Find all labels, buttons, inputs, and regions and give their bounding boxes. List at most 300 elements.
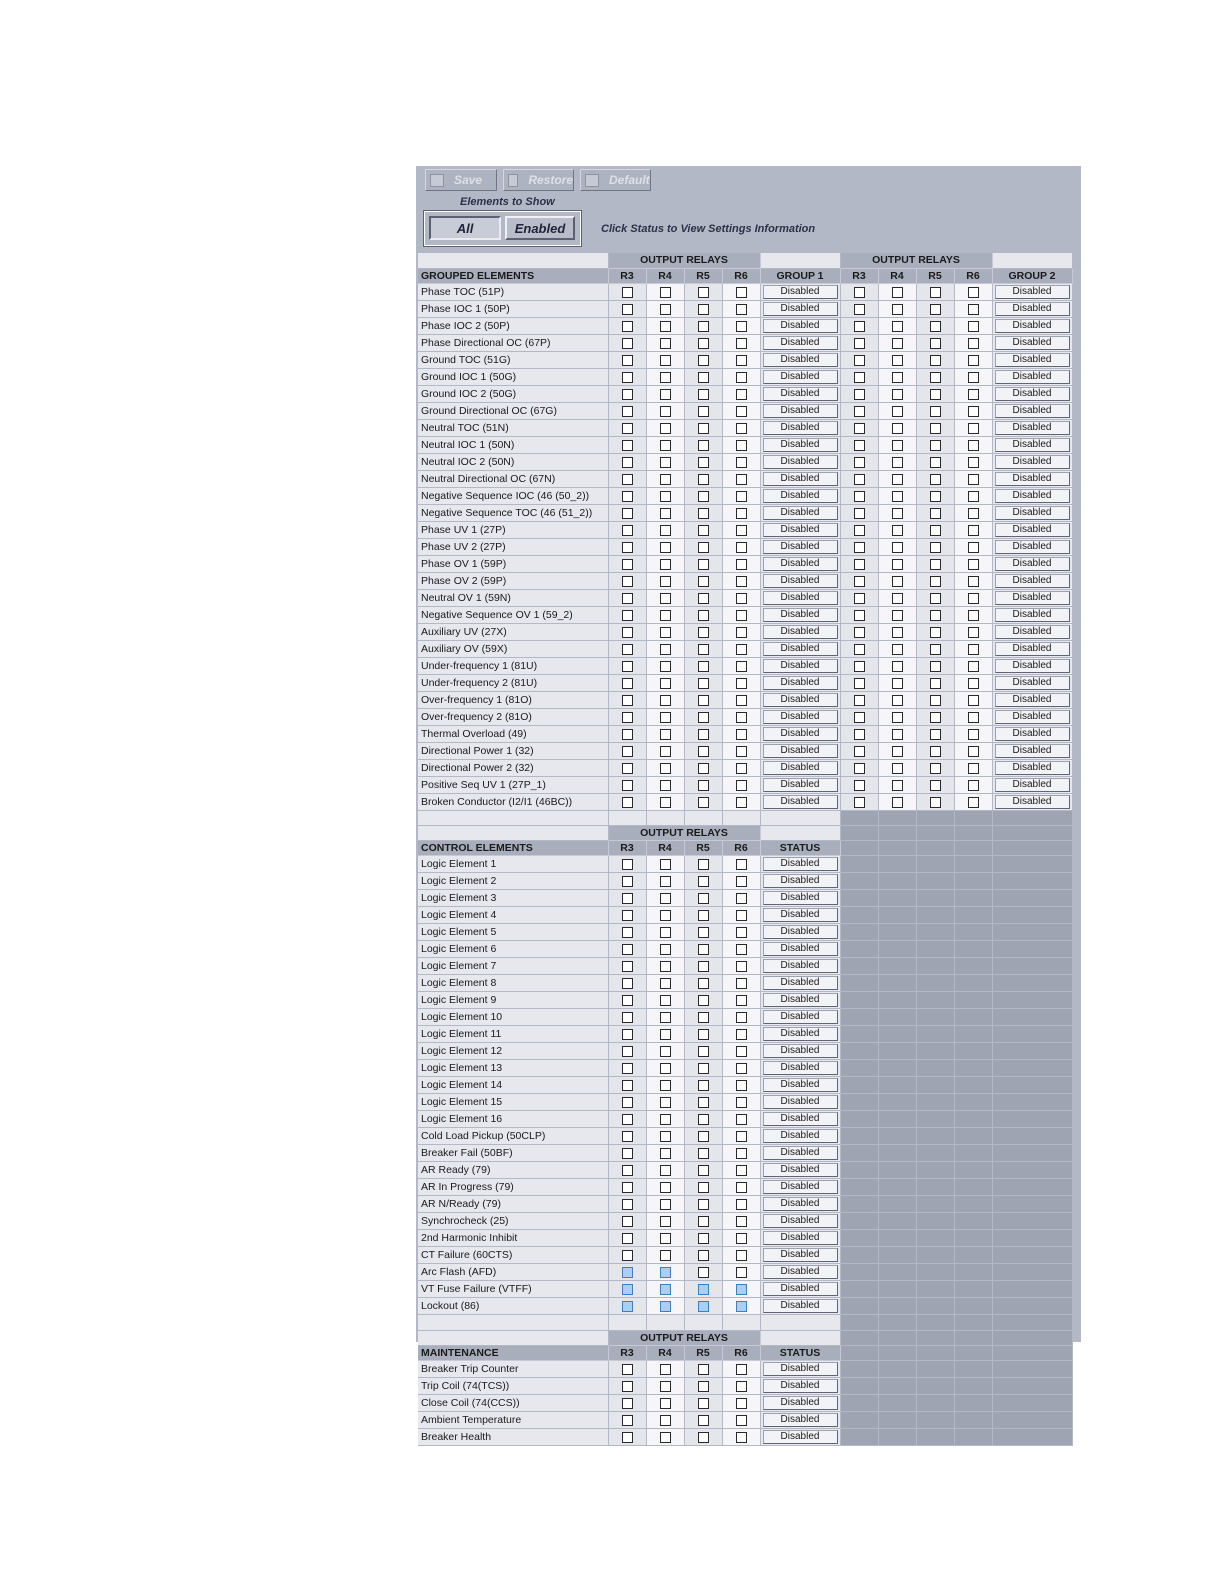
relay-r4-checkbox[interactable]	[892, 372, 903, 383]
relay-r6-checkbox[interactable]	[736, 893, 747, 904]
relay-r4-checkbox[interactable]	[660, 1165, 671, 1176]
relay-r4-checkbox[interactable]	[660, 1046, 671, 1057]
relay-r5-checkbox[interactable]	[698, 961, 709, 972]
relay-r5-checkbox[interactable]	[698, 304, 709, 315]
relay-r6-checkbox[interactable]	[968, 287, 979, 298]
relay-r6-checkbox[interactable]	[736, 1216, 747, 1227]
relay-r6-checkbox[interactable]	[736, 695, 747, 706]
relay-r4-checkbox[interactable]	[892, 508, 903, 519]
relay-r4-checkbox[interactable]	[660, 1415, 671, 1426]
relay-r6-checkbox[interactable]	[736, 678, 747, 689]
relay-r4-checkbox[interactable]	[892, 644, 903, 655]
relay-r5-checkbox[interactable]	[930, 508, 941, 519]
relay-r3-checkbox[interactable]	[854, 746, 865, 757]
relay-r4-checkbox[interactable]	[660, 1148, 671, 1159]
relay-r4-checkbox[interactable]	[892, 440, 903, 451]
relay-r6-checkbox[interactable]	[736, 1301, 747, 1312]
relay-r6-checkbox[interactable]	[736, 859, 747, 870]
relay-r5-checkbox[interactable]	[698, 1415, 709, 1426]
relay-r5-checkbox[interactable]	[698, 644, 709, 655]
relay-r5-checkbox[interactable]	[698, 1097, 709, 1108]
relay-r4-checkbox[interactable]	[660, 491, 671, 502]
relay-r5-checkbox[interactable]	[930, 610, 941, 621]
relay-r5-checkbox[interactable]	[698, 491, 709, 502]
relay-r3-checkbox[interactable]	[854, 576, 865, 587]
relay-r6-checkbox[interactable]	[736, 1029, 747, 1040]
relay-r3-checkbox[interactable]	[622, 927, 633, 938]
relay-r4-checkbox[interactable]	[892, 338, 903, 349]
relay-r6-checkbox[interactable]	[968, 338, 979, 349]
relay-r6-checkbox[interactable]	[968, 542, 979, 553]
relay-r4-checkbox[interactable]	[660, 610, 671, 621]
relay-r4-checkbox[interactable]	[892, 304, 903, 315]
group2-status-button[interactable]: Disabled	[995, 540, 1070, 554]
relay-r4-checkbox[interactable]	[660, 1199, 671, 1210]
relay-r6-checkbox[interactable]	[736, 1364, 747, 1375]
relay-r5-checkbox[interactable]	[698, 1131, 709, 1142]
relay-r3-checkbox[interactable]	[622, 372, 633, 383]
relay-r6-checkbox[interactable]	[968, 355, 979, 366]
relay-r4-checkbox[interactable]	[660, 423, 671, 434]
relay-r4-checkbox[interactable]	[660, 893, 671, 904]
relay-r4-checkbox[interactable]	[660, 780, 671, 791]
relay-r4-checkbox[interactable]	[892, 406, 903, 417]
relay-r3-checkbox[interactable]	[622, 457, 633, 468]
status-button[interactable]: Disabled	[763, 1265, 838, 1279]
relay-r6-checkbox[interactable]	[968, 610, 979, 621]
group1-status-button[interactable]: Disabled	[763, 744, 838, 758]
relay-r4-checkbox[interactable]	[892, 457, 903, 468]
relay-r3-checkbox[interactable]	[854, 797, 865, 808]
relay-r6-checkbox[interactable]	[968, 491, 979, 502]
relay-r3-checkbox[interactable]	[622, 559, 633, 570]
relay-r4-checkbox[interactable]	[892, 389, 903, 400]
status-button[interactable]: Disabled	[763, 891, 838, 905]
relay-r3-checkbox[interactable]	[622, 859, 633, 870]
group1-status-button[interactable]: Disabled	[763, 710, 838, 724]
group1-status-button[interactable]: Disabled	[763, 676, 838, 690]
relay-r5-checkbox[interactable]	[698, 995, 709, 1006]
relay-r5-checkbox[interactable]	[930, 627, 941, 638]
relay-r3-checkbox[interactable]	[622, 389, 633, 400]
relay-r5-checkbox[interactable]	[698, 1284, 709, 1295]
group2-status-button[interactable]: Disabled	[995, 438, 1070, 452]
relay-r4-checkbox[interactable]	[660, 1114, 671, 1125]
group2-status-button[interactable]: Disabled	[995, 506, 1070, 520]
group1-status-button[interactable]: Disabled	[763, 455, 838, 469]
relay-r4-checkbox[interactable]	[660, 1131, 671, 1142]
relay-r5-checkbox[interactable]	[698, 406, 709, 417]
relay-r4-checkbox[interactable]	[660, 440, 671, 451]
status-button[interactable]: Disabled	[763, 1095, 838, 1109]
relay-r4-checkbox[interactable]	[660, 1381, 671, 1392]
relay-r5-checkbox[interactable]	[698, 457, 709, 468]
relay-r3-checkbox[interactable]	[622, 763, 633, 774]
relay-r5-checkbox[interactable]	[698, 1432, 709, 1443]
status-button[interactable]: Disabled	[763, 942, 838, 956]
group1-status-button[interactable]: Disabled	[763, 302, 838, 316]
relay-r4-checkbox[interactable]	[660, 1284, 671, 1295]
relay-r3-checkbox[interactable]	[622, 893, 633, 904]
relay-r3-checkbox[interactable]	[854, 287, 865, 298]
relay-r4-checkbox[interactable]	[660, 406, 671, 417]
relay-r4-checkbox[interactable]	[892, 797, 903, 808]
relay-r6-checkbox[interactable]	[736, 1046, 747, 1057]
group2-status-button[interactable]: Disabled	[995, 336, 1070, 350]
group2-status-button[interactable]: Disabled	[995, 795, 1070, 809]
relay-r3-checkbox[interactable]	[854, 525, 865, 536]
status-button[interactable]: Disabled	[763, 1231, 838, 1245]
group2-status-button[interactable]: Disabled	[995, 659, 1070, 673]
relay-r5-checkbox[interactable]	[698, 542, 709, 553]
relay-r4-checkbox[interactable]	[660, 876, 671, 887]
relay-r6-checkbox[interactable]	[736, 927, 747, 938]
relay-r3-checkbox[interactable]	[854, 678, 865, 689]
group1-status-button[interactable]: Disabled	[763, 540, 838, 554]
status-button[interactable]: Disabled	[763, 1214, 838, 1228]
relay-r3-checkbox[interactable]	[854, 729, 865, 740]
relay-r5-checkbox[interactable]	[930, 389, 941, 400]
relay-r4-checkbox[interactable]	[660, 1267, 671, 1278]
relay-r5-checkbox[interactable]	[698, 338, 709, 349]
relay-r4-checkbox[interactable]	[660, 1182, 671, 1193]
group2-status-button[interactable]: Disabled	[995, 370, 1070, 384]
relay-r5-checkbox[interactable]	[698, 1267, 709, 1278]
relay-r5-checkbox[interactable]	[930, 406, 941, 417]
relay-r3-checkbox[interactable]	[854, 644, 865, 655]
relay-r4-checkbox[interactable]	[660, 1029, 671, 1040]
relay-r5-checkbox[interactable]	[698, 525, 709, 536]
relay-r4-checkbox[interactable]	[660, 525, 671, 536]
relay-r5-checkbox[interactable]	[930, 491, 941, 502]
relay-r3-checkbox[interactable]	[622, 1432, 633, 1443]
relay-r5-checkbox[interactable]	[930, 661, 941, 672]
relay-r4-checkbox[interactable]	[660, 627, 671, 638]
relay-r6-checkbox[interactable]	[968, 389, 979, 400]
relay-r3-checkbox[interactable]	[622, 508, 633, 519]
relay-r6-checkbox[interactable]	[736, 944, 747, 955]
relay-r3-checkbox[interactable]	[622, 1131, 633, 1142]
relay-r4-checkbox[interactable]	[660, 1364, 671, 1375]
group2-status-button[interactable]: Disabled	[995, 353, 1070, 367]
relay-r5-checkbox[interactable]	[698, 859, 709, 870]
relay-r6-checkbox[interactable]	[736, 355, 747, 366]
relay-r3-checkbox[interactable]	[622, 610, 633, 621]
relay-r3-checkbox[interactable]	[622, 627, 633, 638]
relay-r3-checkbox[interactable]	[622, 1216, 633, 1227]
group1-status-button[interactable]: Disabled	[763, 421, 838, 435]
relay-r5-checkbox[interactable]	[930, 746, 941, 757]
relay-r5-checkbox[interactable]	[698, 944, 709, 955]
relay-r4-checkbox[interactable]	[660, 1398, 671, 1409]
relay-r3-checkbox[interactable]	[622, 961, 633, 972]
group1-status-button[interactable]: Disabled	[763, 523, 838, 537]
relay-r4-checkbox[interactable]	[660, 729, 671, 740]
relay-r5-checkbox[interactable]	[698, 372, 709, 383]
relay-r3-checkbox[interactable]	[622, 695, 633, 706]
relay-r6-checkbox[interactable]	[736, 910, 747, 921]
status-button[interactable]: Disabled	[763, 993, 838, 1007]
relay-r6-checkbox[interactable]	[968, 474, 979, 485]
group2-status-button[interactable]: Disabled	[995, 285, 1070, 299]
relay-r4-checkbox[interactable]	[660, 355, 671, 366]
relay-r3-checkbox[interactable]	[622, 780, 633, 791]
relay-r5-checkbox[interactable]	[698, 1114, 709, 1125]
relay-r6-checkbox[interactable]	[968, 729, 979, 740]
relay-r5-checkbox[interactable]	[698, 627, 709, 638]
relay-r5-checkbox[interactable]	[930, 780, 941, 791]
relay-r6-checkbox[interactable]	[736, 1148, 747, 1159]
relay-r4-checkbox[interactable]	[892, 627, 903, 638]
relay-r6-checkbox[interactable]	[736, 559, 747, 570]
relay-r3-checkbox[interactable]	[622, 797, 633, 808]
group1-status-button[interactable]: Disabled	[763, 778, 838, 792]
relay-r3-checkbox[interactable]	[622, 1165, 633, 1176]
group2-status-button[interactable]: Disabled	[995, 489, 1070, 503]
relay-r3-checkbox[interactable]	[622, 1182, 633, 1193]
relay-r5-checkbox[interactable]	[698, 729, 709, 740]
relay-r4-checkbox[interactable]	[660, 593, 671, 604]
relay-r5-checkbox[interactable]	[698, 508, 709, 519]
restore-button[interactable]: Restore	[503, 169, 574, 191]
relay-r4-checkbox[interactable]	[892, 661, 903, 672]
relay-r3-checkbox[interactable]	[854, 440, 865, 451]
relay-r3-checkbox[interactable]	[622, 440, 633, 451]
relay-r6-checkbox[interactable]	[968, 746, 979, 757]
relay-r4-checkbox[interactable]	[660, 508, 671, 519]
relay-r6-checkbox[interactable]	[736, 389, 747, 400]
relay-r6-checkbox[interactable]	[736, 406, 747, 417]
relay-r3-checkbox[interactable]	[622, 576, 633, 587]
relay-r5-checkbox[interactable]	[698, 927, 709, 938]
relay-r5-checkbox[interactable]	[698, 1301, 709, 1312]
relay-r4-checkbox[interactable]	[892, 678, 903, 689]
group1-status-button[interactable]: Disabled	[763, 472, 838, 486]
relay-r4-checkbox[interactable]	[660, 695, 671, 706]
relay-r5-checkbox[interactable]	[930, 542, 941, 553]
relay-r3-checkbox[interactable]	[854, 712, 865, 723]
relay-r4-checkbox[interactable]	[892, 780, 903, 791]
relay-r5-checkbox[interactable]	[930, 355, 941, 366]
relay-r6-checkbox[interactable]	[968, 372, 979, 383]
relay-r5-checkbox[interactable]	[930, 678, 941, 689]
relay-r3-checkbox[interactable]	[622, 423, 633, 434]
relay-r3-checkbox[interactable]	[622, 1398, 633, 1409]
relay-r4-checkbox[interactable]	[660, 1233, 671, 1244]
group1-status-button[interactable]: Disabled	[763, 353, 838, 367]
relay-r6-checkbox[interactable]	[736, 542, 747, 553]
relay-r4-checkbox[interactable]	[660, 1080, 671, 1091]
relay-r6-checkbox[interactable]	[736, 1267, 747, 1278]
relay-r5-checkbox[interactable]	[698, 1199, 709, 1210]
status-button[interactable]: Disabled	[763, 1299, 838, 1313]
default-button[interactable]: Default	[580, 169, 651, 191]
relay-r3-checkbox[interactable]	[622, 1284, 633, 1295]
relay-r6-checkbox[interactable]	[736, 797, 747, 808]
group2-status-button[interactable]: Disabled	[995, 727, 1070, 741]
group1-status-button[interactable]: Disabled	[763, 370, 838, 384]
relay-r6-checkbox[interactable]	[736, 1381, 747, 1392]
relay-r4-checkbox[interactable]	[660, 910, 671, 921]
relay-r6-checkbox[interactable]	[736, 610, 747, 621]
relay-r5-checkbox[interactable]	[930, 695, 941, 706]
relay-r3-checkbox[interactable]	[622, 678, 633, 689]
relay-r6-checkbox[interactable]	[736, 1398, 747, 1409]
relay-r4-checkbox[interactable]	[660, 678, 671, 689]
group1-status-button[interactable]: Disabled	[763, 506, 838, 520]
relay-r3-checkbox[interactable]	[854, 304, 865, 315]
relay-r3-checkbox[interactable]	[622, 1415, 633, 1426]
relay-r5-checkbox[interactable]	[930, 423, 941, 434]
relay-r5-checkbox[interactable]	[698, 712, 709, 723]
group1-status-button[interactable]: Disabled	[763, 727, 838, 741]
relay-r5-checkbox[interactable]	[930, 763, 941, 774]
relay-r6-checkbox[interactable]	[736, 763, 747, 774]
relay-r5-checkbox[interactable]	[930, 338, 941, 349]
status-button[interactable]: Disabled	[763, 1129, 838, 1143]
relay-r5-checkbox[interactable]	[930, 474, 941, 485]
relay-r6-checkbox[interactable]	[968, 508, 979, 519]
group1-status-button[interactable]: Disabled	[763, 387, 838, 401]
group2-status-button[interactable]: Disabled	[995, 404, 1070, 418]
relay-r6-checkbox[interactable]	[736, 457, 747, 468]
status-button[interactable]: Disabled	[763, 1180, 838, 1194]
relay-r5-checkbox[interactable]	[930, 525, 941, 536]
relay-r3-checkbox[interactable]	[622, 1381, 633, 1392]
group1-status-button[interactable]: Disabled	[763, 693, 838, 707]
relay-r3-checkbox[interactable]	[622, 474, 633, 485]
group2-status-button[interactable]: Disabled	[995, 421, 1070, 435]
relay-r4-checkbox[interactable]	[660, 1097, 671, 1108]
relay-r5-checkbox[interactable]	[698, 978, 709, 989]
relay-r3-checkbox[interactable]	[622, 525, 633, 536]
relay-r4-checkbox[interactable]	[892, 474, 903, 485]
relay-r4-checkbox[interactable]	[660, 559, 671, 570]
status-button[interactable]: Disabled	[763, 1430, 838, 1444]
relay-r3-checkbox[interactable]	[854, 780, 865, 791]
relay-r3-checkbox[interactable]	[622, 355, 633, 366]
relay-r5-checkbox[interactable]	[930, 304, 941, 315]
relay-r5-checkbox[interactable]	[698, 695, 709, 706]
relay-r3-checkbox[interactable]	[854, 610, 865, 621]
relay-r6-checkbox[interactable]	[968, 457, 979, 468]
relay-r6-checkbox[interactable]	[736, 627, 747, 638]
relay-r5-checkbox[interactable]	[698, 678, 709, 689]
relay-r5-checkbox[interactable]	[698, 474, 709, 485]
group1-status-button[interactable]: Disabled	[763, 659, 838, 673]
relay-r5-checkbox[interactable]	[698, 763, 709, 774]
relay-r6-checkbox[interactable]	[968, 661, 979, 672]
relay-r6-checkbox[interactable]	[736, 474, 747, 485]
relay-r6-checkbox[interactable]	[968, 593, 979, 604]
relay-r4-checkbox[interactable]	[892, 287, 903, 298]
relay-r4-checkbox[interactable]	[660, 1216, 671, 1227]
relay-r5-checkbox[interactable]	[698, 610, 709, 621]
show-all-button[interactable]: All	[429, 216, 501, 240]
relay-r6-checkbox[interactable]	[736, 372, 747, 383]
relay-r6-checkbox[interactable]	[736, 729, 747, 740]
relay-r5-checkbox[interactable]	[698, 797, 709, 808]
group2-status-button[interactable]: Disabled	[995, 778, 1070, 792]
relay-r4-checkbox[interactable]	[892, 746, 903, 757]
relay-r6-checkbox[interactable]	[968, 780, 979, 791]
group2-status-button[interactable]: Disabled	[995, 557, 1070, 571]
relay-r6-checkbox[interactable]	[736, 876, 747, 887]
relay-r3-checkbox[interactable]	[622, 1097, 633, 1108]
relay-r6-checkbox[interactable]	[736, 1012, 747, 1023]
relay-r3-checkbox[interactable]	[854, 491, 865, 502]
relay-r5-checkbox[interactable]	[698, 1364, 709, 1375]
relay-r4-checkbox[interactable]	[892, 525, 903, 536]
relay-r5-checkbox[interactable]	[930, 287, 941, 298]
relay-r5-checkbox[interactable]	[930, 457, 941, 468]
relay-r3-checkbox[interactable]	[622, 321, 633, 332]
relay-r5-checkbox[interactable]	[698, 1216, 709, 1227]
group2-status-button[interactable]: Disabled	[995, 574, 1070, 588]
relay-r3-checkbox[interactable]	[854, 627, 865, 638]
relay-r6-checkbox[interactable]	[736, 1284, 747, 1295]
relay-r5-checkbox[interactable]	[930, 372, 941, 383]
relay-r3-checkbox[interactable]	[622, 910, 633, 921]
relay-r3-checkbox[interactable]	[854, 372, 865, 383]
relay-r6-checkbox[interactable]	[968, 440, 979, 451]
group2-status-button[interactable]: Disabled	[995, 710, 1070, 724]
relay-r6-checkbox[interactable]	[968, 559, 979, 570]
relay-r4-checkbox[interactable]	[660, 1012, 671, 1023]
relay-r5-checkbox[interactable]	[698, 1029, 709, 1040]
relay-r5-checkbox[interactable]	[698, 1381, 709, 1392]
relay-r6-checkbox[interactable]	[968, 423, 979, 434]
relay-r6-checkbox[interactable]	[968, 712, 979, 723]
relay-r5-checkbox[interactable]	[930, 644, 941, 655]
relay-r3-checkbox[interactable]	[622, 1267, 633, 1278]
status-button[interactable]: Disabled	[763, 908, 838, 922]
relay-r6-checkbox[interactable]	[736, 1080, 747, 1091]
relay-r6-checkbox[interactable]	[736, 576, 747, 587]
relay-r6-checkbox[interactable]	[968, 321, 979, 332]
relay-r3-checkbox[interactable]	[854, 474, 865, 485]
group1-status-button[interactable]: Disabled	[763, 557, 838, 571]
relay-r6-checkbox[interactable]	[736, 1097, 747, 1108]
relay-r4-checkbox[interactable]	[660, 978, 671, 989]
relay-r3-checkbox[interactable]	[622, 1063, 633, 1074]
group2-status-button[interactable]: Disabled	[995, 387, 1070, 401]
relay-r4-checkbox[interactable]	[660, 287, 671, 298]
relay-r3-checkbox[interactable]	[854, 695, 865, 706]
relay-r3-checkbox[interactable]	[854, 559, 865, 570]
group1-status-button[interactable]: Disabled	[763, 404, 838, 418]
relay-r4-checkbox[interactable]	[660, 859, 671, 870]
relay-r6-checkbox[interactable]	[736, 321, 747, 332]
relay-r5-checkbox[interactable]	[698, 910, 709, 921]
relay-r3-checkbox[interactable]	[622, 304, 633, 315]
relay-r4-checkbox[interactable]	[892, 355, 903, 366]
relay-r4-checkbox[interactable]	[892, 712, 903, 723]
relay-r3-checkbox[interactable]	[622, 406, 633, 417]
relay-r4-checkbox[interactable]	[892, 763, 903, 774]
status-button[interactable]: Disabled	[763, 1146, 838, 1160]
relay-r5-checkbox[interactable]	[698, 1182, 709, 1193]
save-button[interactable]: Save	[425, 169, 497, 191]
relay-r4-checkbox[interactable]	[660, 712, 671, 723]
status-button[interactable]: Disabled	[763, 1413, 838, 1427]
relay-r5-checkbox[interactable]	[698, 876, 709, 887]
relay-r5-checkbox[interactable]	[930, 593, 941, 604]
group2-status-button[interactable]: Disabled	[995, 608, 1070, 622]
relay-r6-checkbox[interactable]	[736, 304, 747, 315]
relay-r4-checkbox[interactable]	[660, 661, 671, 672]
status-button[interactable]: Disabled	[763, 959, 838, 973]
